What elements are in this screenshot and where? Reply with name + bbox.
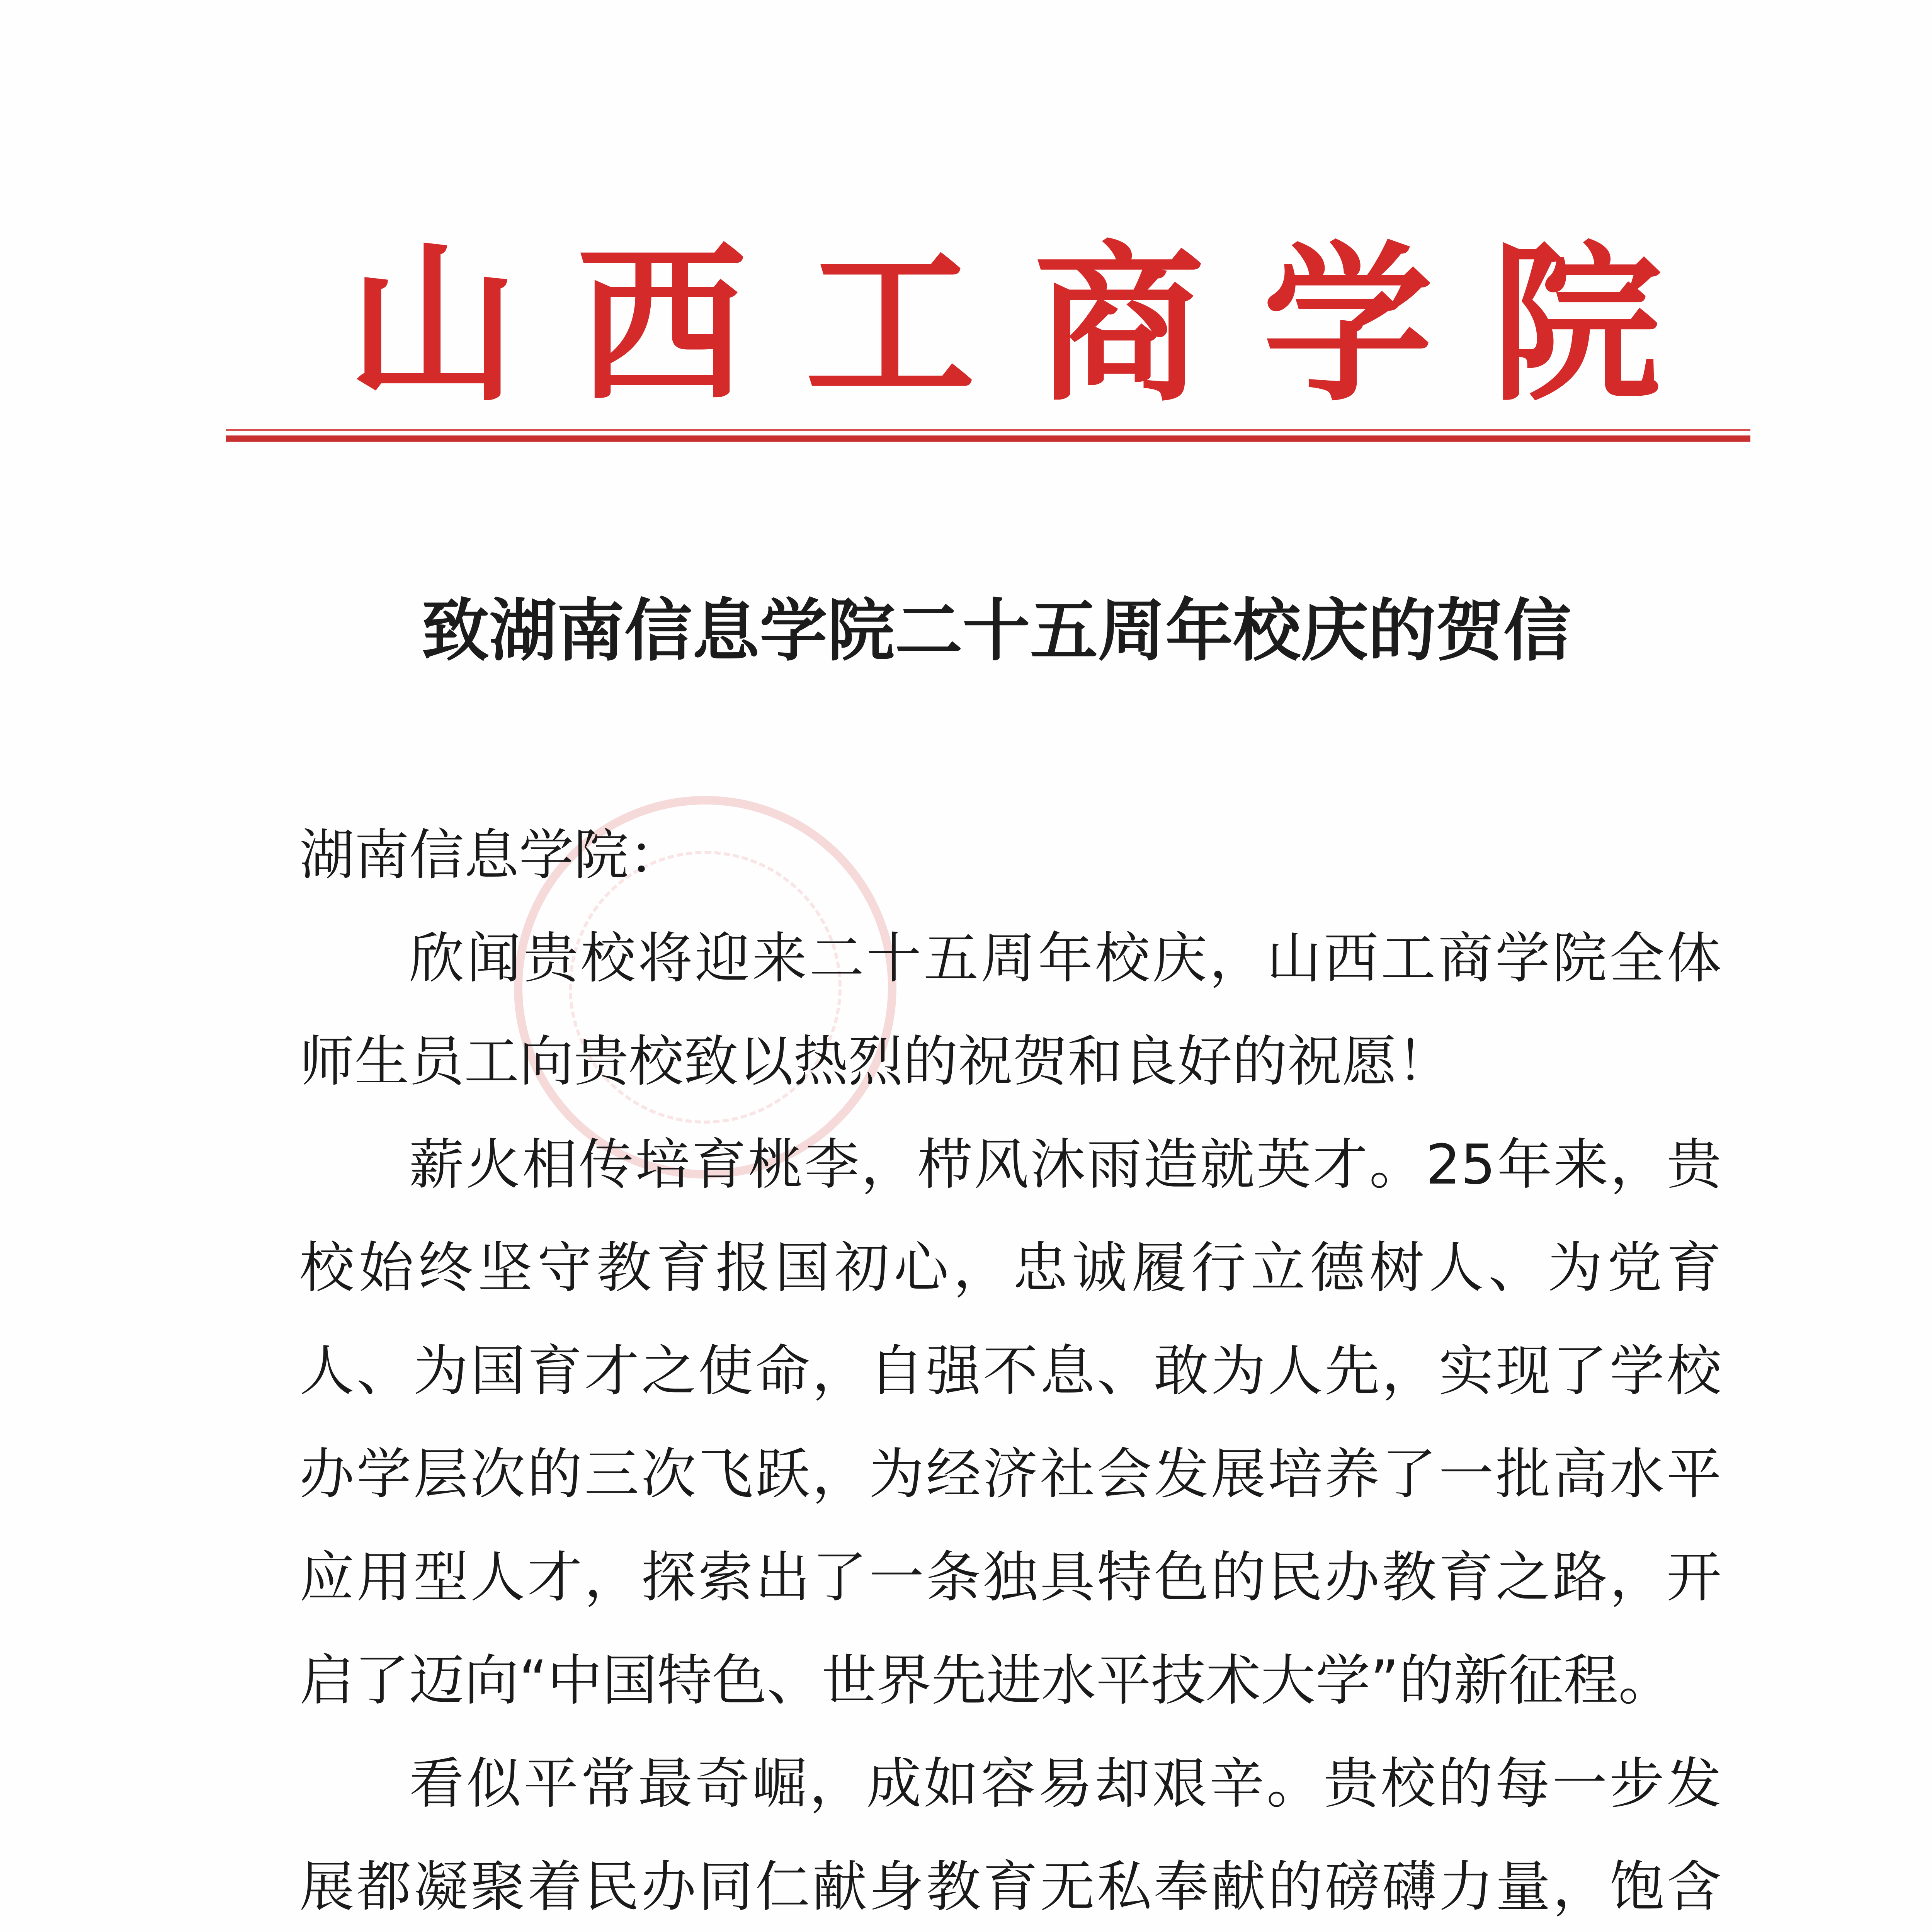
paragraph: 欣闻贵校将迎来二十五周年校庆，山西工商学院全体师生员工向贵校致以热烈的祝贺和良好的祝愿！: [299, 927, 1721, 1094]
letterhead-char: 院: [1492, 224, 1662, 424]
paragraph: 薪火相传培育桃李，栉风沐雨造就英才。25年来，贵校始终坚守教育报国初心，忠诚履行立德树人、为党育人、为国育才之使命，自强不息、敢为人先，实现了学校办学层次的三次飞跃，为经济社会发展培养了一批高水平应用型人才，探索出了一条独具特色的民办教育之路，开启了迈向“中国特色、世界先进水平技术大学”的新征程。: [299, 1133, 1721, 1713]
letterhead-title: [348, 224, 1662, 424]
paragraph: 看似平常最奇崛，成如容易却艰辛。贵校的每一步发展都凝聚着民办同仁献身教育无私奉献的磅礴力量，饱含: [299, 1752, 1721, 1919]
letterhead-char: 学: [1263, 224, 1433, 424]
letter-body: [299, 804, 1721, 1932]
letterhead-top-rule: [226, 429, 1750, 442]
salutation: 湖南信息学院：: [299, 823, 684, 887]
letterhead-char: 工: [805, 224, 975, 424]
letterhead-char: 西: [577, 224, 747, 424]
letter-title: 致湖南信息学院二十五周年校庆的贺信: [422, 591, 1571, 670]
letterhead-char: 商: [1034, 224, 1204, 424]
letterhead-char: 山: [348, 224, 518, 424]
